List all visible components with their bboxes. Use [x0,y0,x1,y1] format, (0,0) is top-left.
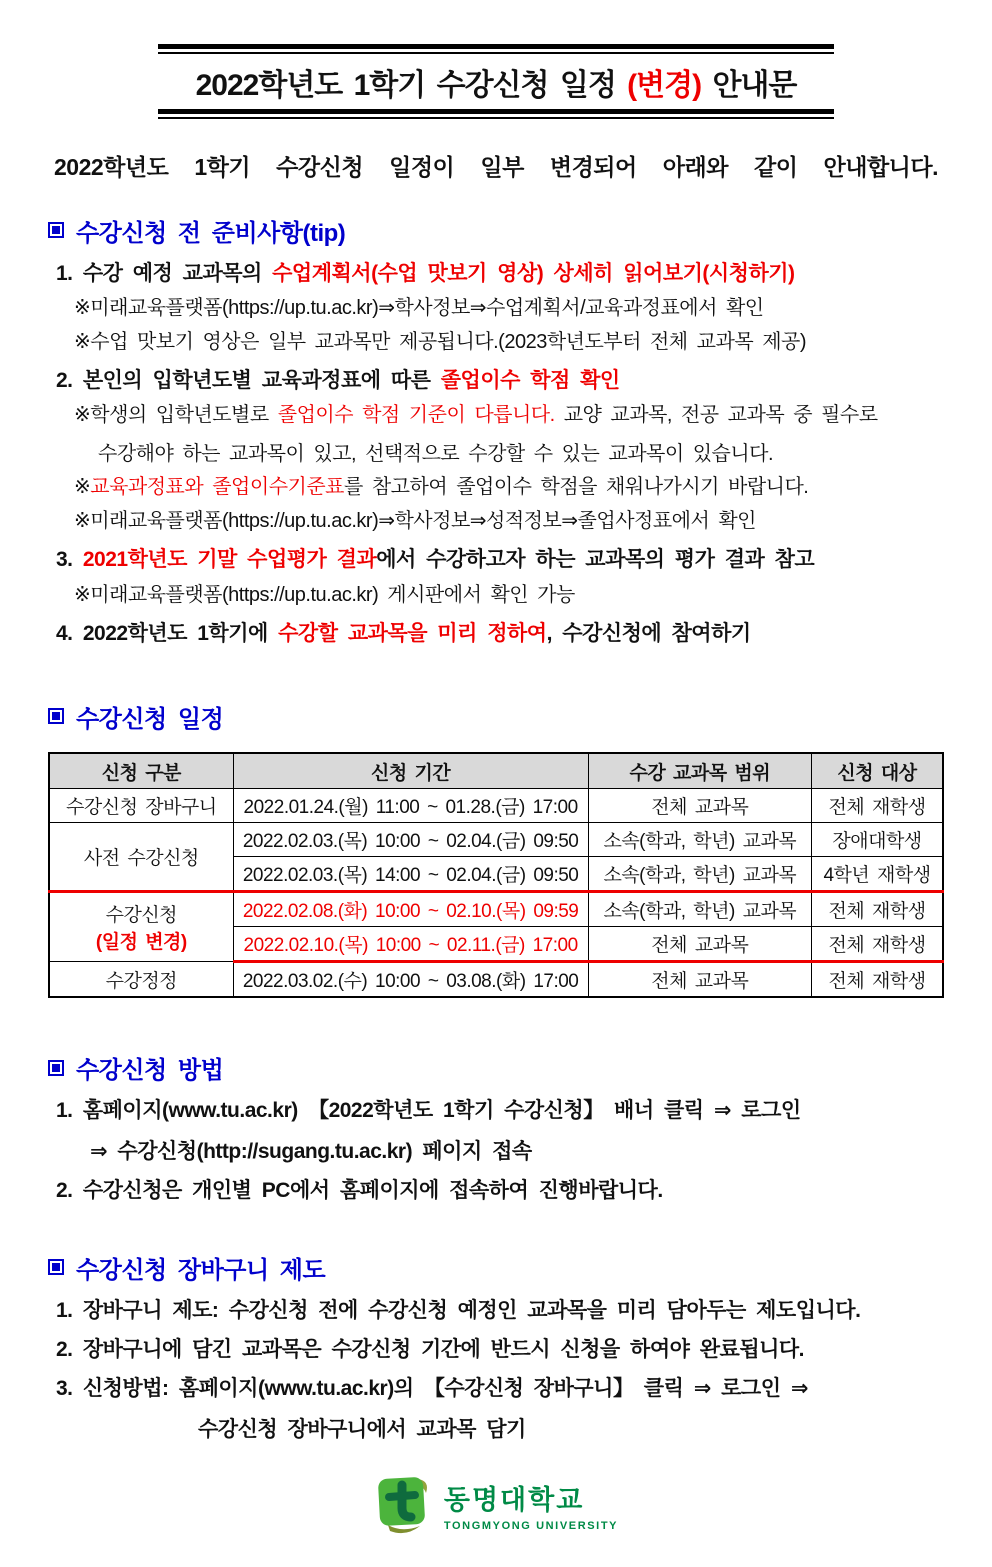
section-heading-label: 수강신청 전 준비사항(tip) [76,219,346,247]
table-cell-period: 2022.03.02.(수) 10:00 ~ 03.08.(화) 17:00 [233,962,588,998]
note-item [74,475,944,500]
university-logo [48,1473,944,1537]
section-heading-label: 수강신청 일정 [76,705,224,733]
text-segment-red: 수강할 교과목을 미리 정하여 [278,621,547,645]
title-changed-badge: (변경) [627,69,702,102]
text-segment-red: 수업계획서(수업 맛보기 영상) 상세히 읽어보기(시청하기) [272,261,795,285]
table-header-cell: 신청 기간 [233,753,588,789]
logo-english-name: TONGMYONG UNIVERSITY [443,1519,619,1532]
university-logo-icon [374,1473,434,1537]
section-heading-schedule [48,699,944,734]
table-cell-scope: 소속(학과, 학년) 교과목 [588,857,812,892]
list-item: 2. 수강신청은 개인별 PC에서 홈페이지에 접속하여 진행바랍니다. [56,1178,663,1202]
table-header-cell: 수강 교과목 범위 [588,753,812,789]
table-cell-target: 전체 재학생 [812,962,943,998]
table-header-row [49,753,943,789]
text-segment: , 수강신청에 참여하기 [546,621,751,645]
section-preparation [48,213,944,647]
table-cell-period: 2022.02.08.(화) 10:00 ~ 02.10.(목) 09:59 [233,892,588,927]
section-method [48,1050,944,1204]
section-cart-system [48,1250,944,1443]
section-heading-label: 수강신청 방법 [76,1057,224,1085]
table-cell-period: 2022.02.03.(목) 14:00 ~ 02.04.(금) 09:50 [233,857,588,892]
table-cell-target: 4학년 재학생 [812,857,943,892]
section-marker-icon [48,222,64,238]
title-text: 2022학년도 1학기 수강신청 일정 [195,69,628,102]
table-cell-label: 사전 수강신청 [49,823,233,892]
schedule-change-badge: (일정 변경) [95,932,187,954]
schedule-table [48,752,944,999]
section-marker-icon [48,1060,64,1076]
note-item [74,403,944,428]
table-row-edit [49,962,943,998]
section-heading-method [48,1050,944,1085]
list-item [56,547,944,573]
table-cell-period: 2022.01.24.(월) 11:00 ~ 01.28.(금) 17:00 [233,789,588,823]
table-cell-scope: 전체 교과목 [588,927,812,962]
table-cell-target: 전체 재학생 [812,789,943,823]
table-cell-scope: 전체 교과목 [588,789,812,823]
intro-text: 2022학년도 1학기 수강신청 일정이 일부 변경되어 아래와 같이 안내합니다. [54,154,938,180]
text-segment-red: 졸업이수 학점 확인 [440,369,620,393]
list-item: 2. 장바구니에 담긴 교과목은 수강신청 기간에 반드시 신청을 하여야 완료됩니다. [56,1338,805,1362]
list-item: 1. 홈페이지(www.tu.ac.kr) 【2022학년도 1학기 수강신청】 배너 클릭 ⇒ 로그인 [56,1099,801,1123]
table-cell-label: 수강정정 [49,962,233,998]
table-cell-period: 2022.02.03.(목) 10:00 ~ 02.04.(금) 09:50 [233,823,588,857]
table-cell-scope: 소속(학과, 학년) 교과목 [588,823,812,857]
table-cell-target: 장애대학생 [812,823,943,857]
table-cell-target: 전체 재학생 [812,927,943,962]
text-segment: 를 참고하여 졸업이수 학점을 채워나가시기 바랍니다. [343,476,809,499]
text-segment: ※ [74,476,91,499]
section-marker-icon [48,1259,64,1275]
note-item: ※미래교육플랫폼(https://up.tu.ac.kr)⇒학사정보⇒성적정보⇒졸업사정표에서 확인 [74,510,756,533]
table-header-cell: 신청 대상 [812,753,943,789]
list-item-continuation: 수강신청 장바구니에서 교과목 담기 [198,1417,526,1441]
note-item: ※미래교육플랫폼(https://up.tu.ac.kr) 게시판에서 확인 가능 [74,583,575,606]
logo-text-block [444,1478,618,1532]
text-segment: 4. 2022학년도 1학기에 [56,621,279,645]
list-item [56,621,944,647]
text-segment: ※학생의 입학년도별로 [74,404,278,427]
table-header-cell: 신청 구분 [49,753,233,789]
note-item: ※미래교육플랫폼(https://up.tu.ac.kr)⇒학사정보⇒수업계획서/교육과정표에서 확인 [74,297,764,320]
logo-korean-name: 동명대학교 [443,1484,585,1515]
title-text-suffix: 안내문 [701,69,797,102]
table-cell-label: 수강신청 장바구니 [49,789,233,823]
text-segment-red: 교육과정표와 졸업이수기준표 [90,476,344,499]
list-item: 1. 장바구니 제도: 수강신청 전에 수강신청 예정인 교과목을 미리 담아두는 제도입니다. [56,1298,861,1322]
table-cell-target: 전체 재학생 [812,892,943,927]
table-cell-scope: 소속(학과, 학년) 교과목 [588,892,812,927]
list-item: 3. 신청방법: 홈페이지(www.tu.ac.kr)의 【수강신청 장바구니】 클릭 ⇒ 로그인 ⇒ [56,1377,808,1401]
table-cell-period: 2022.02.10.(목) 10:00 ~ 02.11.(금) 17:00 [233,927,588,962]
text-segment: 3. [56,548,83,572]
text-segment: 에서 수강하고자 하는 교과목의 평가 결과 참고 [376,548,815,572]
text-segment: 교양 교과목, 전공 교과목 중 필수로 [554,404,878,427]
section-heading-preparation [48,213,944,248]
table-cell-scope: 전체 교과목 [588,962,812,998]
table-cell-label [49,892,233,962]
page-title [166,60,826,104]
table-row-basket [49,789,943,823]
document-title-box [158,44,834,119]
table-row-pre1 [49,823,943,857]
text-segment-red: 2021학년도 기말 수업평가 결과 [82,548,377,572]
note-item: ※수업 맛보기 영상은 일부 교과목만 제공됩니다.(2023학년도부터 전체 교과목 제공) [74,331,806,354]
text-segment: 2. 본인의 입학년도별 교육과정표에 따른 [56,369,441,393]
list-item-continuation: ⇒ 수강신청(http://sugang.tu.ac.kr) 페이지 접속 [90,1139,532,1163]
table-row-main1-changed [49,892,943,927]
list-item [56,368,944,394]
list-item [56,261,944,287]
section-marker-icon [48,708,64,724]
section-heading-cart [48,1250,944,1285]
note-item-continuation: 수강해야 하는 교과목이 있고, 선택적으로 수강할 수 있는 교과목이 있습니다. [98,443,774,466]
text-segment-red: 졸업이수 학점 기준이 다릅니다. [277,404,555,427]
section-schedule [48,699,944,999]
text-segment: 수강신청 [105,905,178,927]
text-segment: 1. 수강 예정 교과목의 [56,261,273,285]
section-heading-label: 수강신청 장바구니 제도 [76,1256,326,1284]
